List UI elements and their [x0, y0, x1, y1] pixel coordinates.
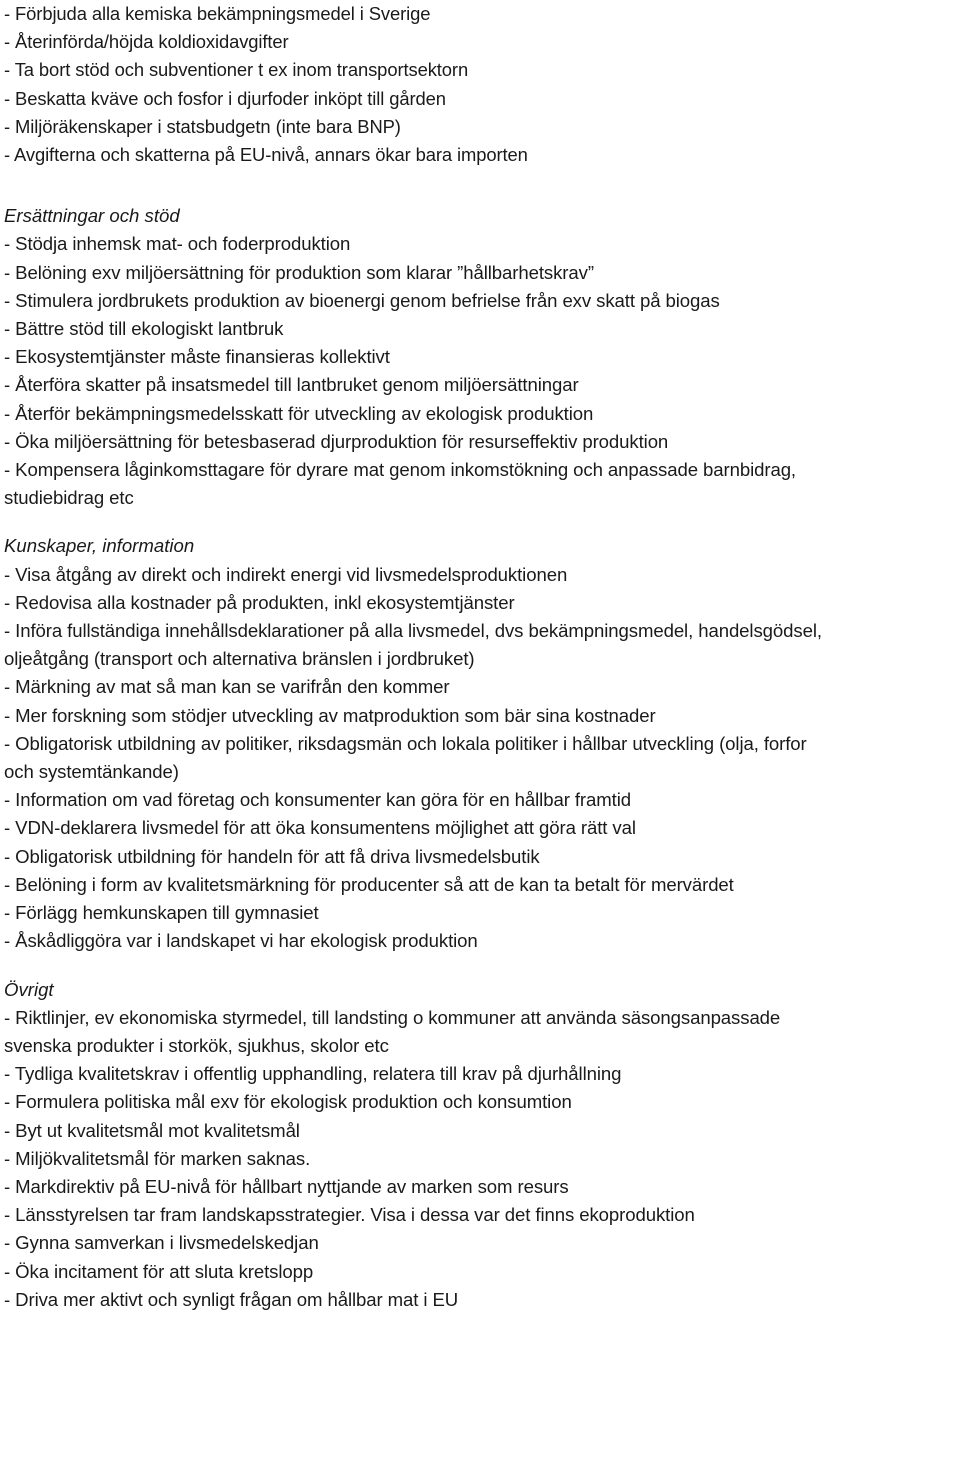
list-item-continuation: svenska produkter i storkök, sjukhus, skolor etc: [4, 1034, 389, 1056]
list-item: - Belöning i form av kvalitetsmärkning för producenter så att de kan ta betalt för mervärdet: [4, 873, 734, 895]
list-item: - Byt ut kvalitetsmål mot kvalitetsmål: [4, 1119, 300, 1141]
list-item: - Tydliga kvalitetskrav i offentlig upphandling, relatera till krav på djurhållning: [4, 1063, 622, 1085]
list-item: - Beskatta kväve och fosfor i djurfoder inköpt till gården: [4, 87, 446, 109]
list-item: - Markdirektiv på EU-nivå för hållbart nyttjande av marken som resurs: [4, 1175, 569, 1197]
list-item: - Förlägg hemkunskapen till gymnasiet: [4, 902, 319, 924]
list-item: - Stimulera jordbrukets produktion av bioenergi genom befrielse från exv skatt på biogas: [4, 289, 720, 311]
list-item: - Obligatorisk utbildning av politiker, riksdagsmän och lokala politiker i hållbar utveckling (olja, forfor: [4, 732, 807, 754]
list-item: - Formulera politiska mål exv för ekologisk produktion och konsumtion: [4, 1091, 572, 1113]
list-item: - Information om vad företag och konsumenter kan göra för en hållbar framtid: [4, 789, 631, 811]
section-kunskaper: [4, 532, 950, 955]
list-item: - Öka miljöersättning för betesbaserad djurproduktion för resurseffektiv produktion: [4, 430, 669, 452]
list-item: - Återför bekämpningsmedelsskatt för utveckling av ekologisk produktion: [4, 402, 594, 424]
section-intro: [4, 0, 950, 169]
list-item: - Märkning av mat så man kan se varifrån den kommer: [4, 676, 450, 698]
list-item: - Avgifterna och skatterna på EU-nivå, annars ökar bara importen: [4, 144, 528, 166]
list-item: - Bättre stöd till ekologiskt lantbruk: [4, 318, 284, 340]
section-heading: Ersättningar och stöd: [4, 205, 180, 227]
section-ovrigt: [4, 976, 950, 1314]
list-item: - Redovisa alla kostnader på produkten, inkl ekosystemtjänster: [4, 591, 515, 613]
list-item: - Miljöräkenskaper i statsbudgetn (inte bara BNP): [4, 115, 401, 137]
section-heading: Kunskaper, information: [4, 535, 195, 557]
list-item: - Återinförda/höjda koldioxidavgifter: [4, 31, 289, 53]
section-ersattningar: [4, 202, 950, 512]
list-item: - Öka incitament för att sluta kretslopp: [4, 1260, 314, 1282]
list-item: - Införa fullständiga innehållsdeklarationer på alla livsmedel, dvs bekämpningsmedel, handelsgödsel,: [4, 620, 822, 642]
list-item: - Gynna samverkan i livsmedelskedjan: [4, 1232, 319, 1254]
list-item: - Mer forskning som stödjer utveckling av matproduktion som bär sina kostnader: [4, 704, 656, 726]
list-item: - Miljökvalitetsmål för marken saknas.: [4, 1147, 311, 1169]
list-item: - Belöning exv miljöersättning för produktion som klarar ”hållbarhetskrav”: [4, 261, 594, 283]
list-item: - VDN-deklarera livsmedel för att öka konsumentens möjlighet att göra rätt val: [4, 817, 636, 839]
list-item-continuation: studiebidrag etc: [4, 487, 134, 509]
list-item: - Ta bort stöd och subventioner t ex inom transportsektorn: [4, 59, 469, 81]
list-item: - Obligatorisk utbildning för handeln för att få driva livsmedelsbutik: [4, 845, 540, 867]
list-item: - Länsstyrelsen tar fram landskapsstrategier. Visa i dessa var det finns ekoproduktion: [4, 1204, 695, 1226]
list-item-continuation: oljeåtgång (transport och alternativa bränslen i jordbruket): [4, 648, 475, 670]
list-item-continuation: och systemtänkande): [4, 761, 179, 783]
list-item: - Driva mer aktivt och synligt frågan om hållbar mat i EU: [4, 1288, 459, 1310]
list-item: - Åskådliggöra var i landskapet vi har ekologisk produktion: [4, 930, 478, 952]
list-item: - Förbjuda alla kemiska bekämpningsmedel i Sverige: [4, 3, 431, 24]
list-item: - Återföra skatter på insatsmedel till lantbruket genom miljöersättningar: [4, 374, 579, 396]
list-item: - Stödja inhemsk mat- och foderproduktion: [4, 233, 351, 255]
list-item: - Visa åtgång av direkt och indirekt energi vid livsmedelsproduktionen: [4, 563, 568, 585]
section-heading: Övrigt: [4, 978, 54, 1000]
list-item: - Riktlinjer, ev ekonomiska styrmedel, till landsting o kommuner att använda säsongsanpassade: [4, 1006, 781, 1028]
list-item: - Kompensera låginkomsttagare för dyrare mat genom inkomstökning och anpassade barnbidrag,: [4, 459, 797, 481]
list-item: - Ekosystemtjänster måste finansieras kollektivt: [4, 346, 390, 368]
